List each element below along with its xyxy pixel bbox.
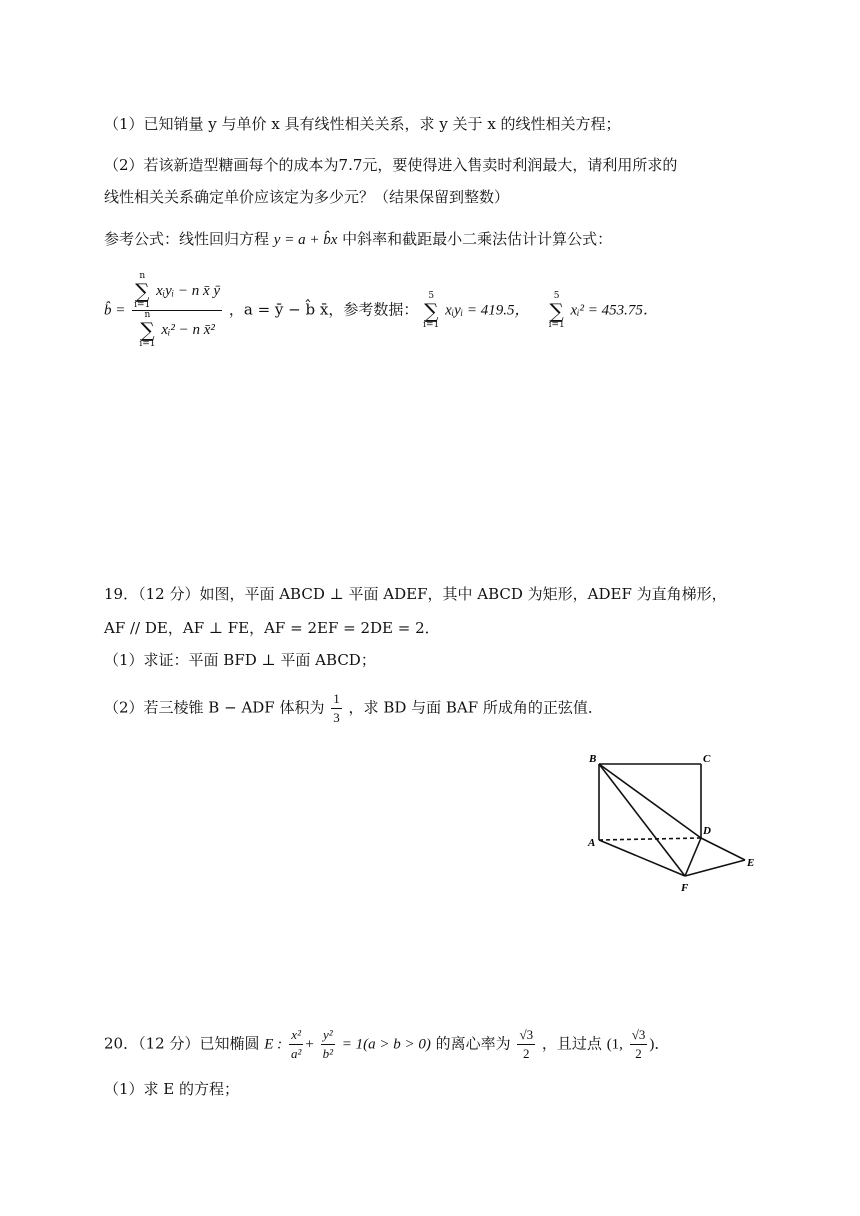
q19-part2	[104, 690, 603, 727]
q20-line1-pre: 20．（12 分）已知椭圆	[104, 1034, 260, 1053]
q19-line2: AF // DE，AF ⊥ FE，AF = 2EF = 2DE = 2．	[104, 619, 440, 637]
edge-AD	[599, 838, 701, 840]
ellipse-name: E :	[264, 1036, 283, 1053]
sum-xy: xᵢyᵢ = 419.5，	[445, 302, 530, 319]
one-third-fraction: $\frac{1}{3}$	[333, 691, 340, 725]
q19-part1: （1）求证：平面 BFD ⊥ 平面 ABCD；	[104, 651, 376, 669]
q19-part2-post: ，求 BD 与面 BAF 所成角的正弦值．	[348, 698, 603, 717]
y2-over-b2: $\frac{\text{y²}}{\text{b²}}$	[322, 1027, 333, 1061]
a-equation: ，a = ȳ − b̂ x̄，参考数据：	[228, 300, 419, 319]
q20-line1: 20．（12 分）已知椭圆 E : $\frac{\text{x²}}{\text{a²}}$ + $\frac{\text{y²}}{\text{b²}}$ = 1(a > b > 0) 的离心率为 $\frac{√3}{2}$ ，且过点 (1, $\frac{√3}{2}$ )．	[104, 1027, 670, 1061]
b-hat-label: b̂ =	[104, 302, 126, 319]
least-squares-formula: b̂ = n ∑ i=1 xᵢyᵢ − n x̄ ȳ n ∑ i=1 xᵢ² − n x̄² ，a = ȳ − b̂ x̄，参考数据： 5 ∑ i=1 xᵢyᵢ = 419.5， 5 ∑ i=1 xᵢ² = 453.75．	[104, 271, 658, 349]
eccentricity-fraction: $\frac{√3}{2}$	[519, 1027, 534, 1061]
point-y-fraction: $\frac{√3}{2}$	[631, 1027, 646, 1061]
sum-x2: xᵢ² = 453.75．	[570, 302, 658, 319]
label-B: B	[589, 753, 597, 765]
formula-intro-post: 中斜率和截距最小二乘法估计计算公式：	[342, 230, 613, 248]
q18-part1: （1）已知销量 y 与单价 x 具有线性相关关系，求 y 关于 x 的线性相关方程；	[104, 115, 621, 133]
ellipse-condition: = 1(a > b > 0)	[341, 1036, 431, 1053]
b-denominator: xᵢ² − n x̄²	[161, 322, 215, 338]
point-close: )．	[649, 1036, 670, 1053]
edge-FE	[685, 860, 745, 876]
q18-part2-line2: 线性相关关系确定单价应该定为多少元？（结果保留到整数）	[104, 188, 510, 206]
q19-part2-pre: （2）若三棱锥 B − ADF 体积为	[104, 698, 325, 717]
q20-part1: （1）求 E 的方程；	[104, 1080, 240, 1098]
edge-BF	[599, 764, 685, 876]
regression-equation: y = a + b̂x	[273, 232, 338, 248]
b-hat-fraction: n ∑ i=1 xᵢyᵢ − n x̄ ȳ n ∑ i=1 xᵢ² − n x̄²	[134, 271, 221, 349]
label-D: D	[703, 825, 711, 837]
q20-mid: 的离心率为	[435, 1034, 511, 1053]
edge-BD	[599, 764, 701, 838]
formula-intro-pre: 参考公式：线性回归方程	[104, 230, 270, 248]
q19-line1: 19．（12 分）如图，平面 ABCD ⊥ 平面 ADEF，其中 ABCD 为矩形，ADEF 为直角梯形，	[104, 585, 727, 603]
label-A: A	[588, 837, 596, 849]
label-F: F	[681, 882, 689, 894]
x2-over-a2: $\frac{\text{x²}}{\text{a²}}$	[290, 1027, 302, 1061]
q20-point-pre: ，且过点	[541, 1034, 602, 1053]
point-open: (1,	[606, 1036, 623, 1053]
q18-formula-intro	[104, 229, 612, 250]
label-E: E	[747, 857, 755, 869]
edge-DE	[701, 838, 745, 860]
geometry-figure	[585, 748, 760, 898]
label-C: C	[703, 753, 711, 765]
edge-DF	[685, 838, 701, 876]
b-numerator: xᵢyᵢ − n x̄ ȳ	[156, 283, 221, 299]
q18-part2-line1: （2）若该新造型糖画每个的成本为7.7元，要使得进入售卖时利润最大，请利用所求的	[104, 156, 678, 174]
